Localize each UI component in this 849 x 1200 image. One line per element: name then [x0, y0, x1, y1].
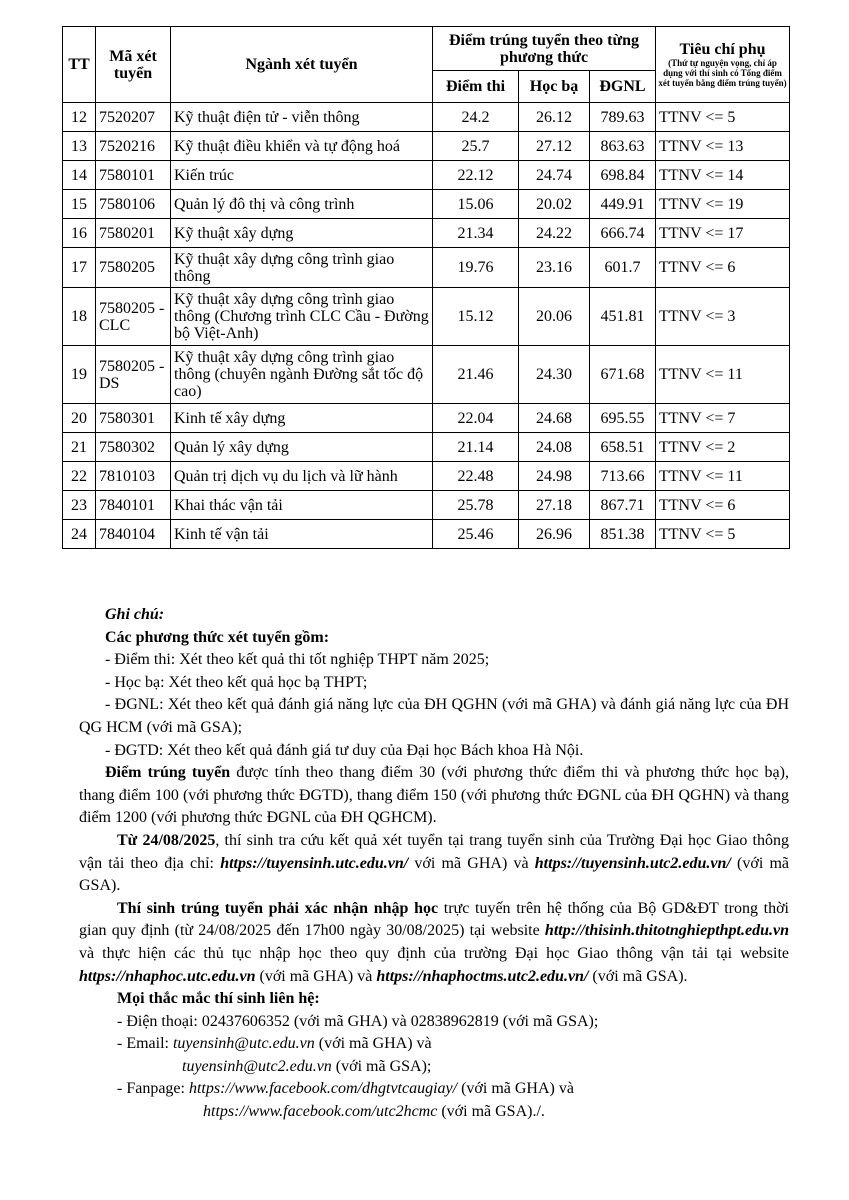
row-code: 7520207	[96, 103, 171, 132]
row-transcript-score: 23.16	[519, 248, 590, 288]
enrollment-bold: Thí sinh trúng tuyển phải xác nhận nhập học	[117, 899, 439, 917]
row-tt: 20	[63, 404, 96, 433]
row-exam-score: 19.76	[433, 248, 519, 288]
score-scale-bold: Điểm trúng tuyển	[105, 764, 231, 782]
email-suffix-2: (với mã GSA);	[331, 1057, 432, 1075]
notes-section	[79, 604, 789, 1124]
row-criteria: TTNV <= 2	[656, 433, 790, 462]
table-row	[63, 404, 790, 433]
contact-fanpage-line-1	[79, 1078, 789, 1101]
row-transcript-score: 24.30	[519, 346, 590, 404]
enrollment-text-1: trực tuyến trên hệ thống của Bộ GD&ĐT trong thời gian quy định (từ 24/08/2025 đến 17h00 ngày 30/08/2025) tại website	[79, 899, 790, 940]
row-code: 7840101	[96, 491, 171, 520]
row-code: 7520216	[96, 132, 171, 161]
lookup-link-utc[interactable]: https://tuyensinh.utc.edu.vn/	[220, 854, 409, 872]
row-criteria: TTNV <= 5	[656, 520, 790, 549]
email-suffix-1: (với mã GHA) và	[314, 1035, 432, 1053]
lookup-paragraph	[79, 830, 789, 898]
method-exam: - Điểm thi: Xét theo kết quả thi tốt nghiệp THPT năm 2025;	[105, 651, 490, 669]
contact-email-line-1	[79, 1033, 789, 1056]
row-transcript-score: 27.12	[519, 132, 590, 161]
row-major: Quản trị dịch vụ du lịch và lữ hành	[171, 462, 433, 491]
row-criteria: TTNV <= 19	[656, 190, 790, 219]
notes-heading: Ghi chú:	[105, 606, 165, 623]
row-code: 7580301	[96, 404, 171, 433]
email-link-utc[interactable]: tuyensinh@utc.edu.vn	[172, 1035, 315, 1053]
row-transcript-score: 24.08	[519, 433, 590, 462]
row-dgnl-score: 867.71	[590, 491, 656, 520]
row-criteria: TTNV <= 11	[656, 346, 790, 404]
row-exam-score: 25.78	[433, 491, 519, 520]
row-major: Quản lý xây dựng	[171, 433, 433, 462]
table-row	[63, 520, 790, 549]
fanpage-suffix-1: (với mã GHA) và	[457, 1080, 574, 1098]
enrollment-link-nhaphoc[interactable]: https://nhaphoc.utc.edu.vn	[79, 967, 256, 985]
row-transcript-score: 26.96	[519, 520, 590, 549]
row-criteria: TTNV <= 13	[656, 132, 790, 161]
row-criteria: TTNV <= 5	[656, 103, 790, 132]
row-exam-score: 21.14	[433, 433, 519, 462]
row-transcript-score: 20.06	[519, 288, 590, 346]
row-criteria: TTNV <= 7	[656, 404, 790, 433]
header-transcript: Học bạ	[519, 71, 590, 103]
row-major: Kinh tế xây dựng	[171, 404, 433, 433]
fanpage-suffix-2: (với mã GSA)./.	[437, 1103, 545, 1121]
row-criteria: TTNV <= 17	[656, 219, 790, 248]
row-transcript-score: 20.02	[519, 190, 590, 219]
row-tt: 22	[63, 462, 96, 491]
header-criteria-title: Tiêu chí phụ	[679, 41, 766, 58]
header-criteria	[656, 27, 790, 103]
row-exam-score: 24.2	[433, 103, 519, 132]
table-row	[63, 248, 790, 288]
table-row	[63, 219, 790, 248]
email-prefix: - Email:	[117, 1035, 173, 1053]
row-criteria: TTNV <= 6	[656, 491, 790, 520]
methods-title: Các phương thức xét tuyển gồm:	[105, 628, 330, 646]
row-criteria: TTNV <= 6	[656, 248, 790, 288]
row-dgnl-score: 671.68	[590, 346, 656, 404]
contact-phone: - Điện thoại: 02437606352 (với mã GHA) và 02838962819 (với mã GSA);	[117, 1012, 599, 1030]
row-transcript-score: 24.68	[519, 404, 590, 433]
row-transcript-score: 24.22	[519, 219, 590, 248]
table-row	[63, 288, 790, 346]
row-dgnl-score: 666.74	[590, 219, 656, 248]
row-major: Quản lý đô thị và công trình	[171, 190, 433, 219]
row-tt: 13	[63, 132, 96, 161]
row-code: 7580201	[96, 219, 171, 248]
row-major: Kỹ thuật xây dựng công trình giao thông	[171, 248, 433, 288]
table-row	[63, 190, 790, 219]
row-major: Kiến trúc	[171, 161, 433, 190]
contact-fanpage-line-2	[79, 1101, 789, 1124]
row-tt: 21	[63, 433, 96, 462]
row-transcript-score: 27.18	[519, 491, 590, 520]
method-dgtd: - ĐGTD: Xét theo kết quả đánh giá tư duy của Đại học Bách khoa Hà Nội.	[105, 741, 584, 759]
fanpage-link-utc2[interactable]: https://www.facebook.com/utc2hcmc	[203, 1103, 438, 1121]
table-row	[63, 346, 790, 404]
enrollment-link-nhaphoctms[interactable]: https://nhaphoctms.utc2.edu.vn/	[376, 967, 589, 985]
enrollment-text-3: (với mã GHA) và	[255, 967, 377, 985]
row-transcript-score: 26.12	[519, 103, 590, 132]
fanpage-prefix: - Fanpage:	[117, 1080, 189, 1098]
row-code: 7580302	[96, 433, 171, 462]
row-tt: 24	[63, 520, 96, 549]
row-major: Kỹ thuật điều khiển và tự động hoá	[171, 132, 433, 161]
enrollment-link-thisinh[interactable]: http://thisinh.thitotnghiepthpt.edu.vn	[544, 922, 789, 940]
row-major: Kinh tế vận tải	[171, 520, 433, 549]
score-scale-text: được tính theo thang điểm 30 (với phương thức điểm thi và phương thức học bạ), thang điểm 100 (với phương thức ĐGTD), thang điểm 150 (với phương thức ĐGNL của ĐH QGHN) và thang điểm 1200 (với phương thức ĐGNL của ĐH QGHCM).	[79, 764, 789, 827]
contact-email-line-2	[79, 1056, 789, 1079]
row-criteria: TTNV <= 14	[656, 161, 790, 190]
table-body	[63, 103, 790, 549]
table-row	[63, 433, 790, 462]
row-tt: 15	[63, 190, 96, 219]
row-exam-score: 22.48	[433, 462, 519, 491]
row-major: Khai thác vận tải	[171, 491, 433, 520]
fanpage-link-utc[interactable]: https://www.facebook.com/dhgtvtcaugiay/	[188, 1080, 458, 1098]
row-tt: 18	[63, 288, 96, 346]
header-code: Mã xét tuyển	[96, 27, 171, 103]
row-dgnl-score: 698.84	[590, 161, 656, 190]
row-dgnl-score: 713.66	[590, 462, 656, 491]
lookup-text-1: , thí sinh tra cứu kết quả xét tuyển tại trang tuyển sinh của Trường Đại học Giao thông vận tải theo địa chỉ:	[79, 831, 790, 872]
lookup-link-utc2[interactable]: https://tuyensinh.utc2.edu.vn/	[534, 854, 731, 872]
header-scores-group: Điểm trúng tuyển theo từng phương thức	[433, 27, 656, 71]
score-scale-paragraph	[79, 762, 789, 830]
admission-score-table	[62, 26, 790, 549]
row-exam-score: 21.46	[433, 346, 519, 404]
table-row	[63, 462, 790, 491]
row-major: Kỹ thuật xây dựng công trình giao thông (Chương trình CLC Cầu - Đường bộ Việt-Anh)	[171, 288, 433, 346]
row-code: 7810103	[96, 462, 171, 491]
row-exam-score: 15.12	[433, 288, 519, 346]
row-major: Kỹ thuật điện tử - viễn thông	[171, 103, 433, 132]
row-code: 7580205 -DS	[96, 346, 171, 404]
table-row	[63, 103, 790, 132]
row-exam-score: 21.34	[433, 219, 519, 248]
row-exam-score: 25.46	[433, 520, 519, 549]
row-code: 7840104	[96, 520, 171, 549]
row-dgnl-score: 863.63	[590, 132, 656, 161]
row-transcript-score: 24.98	[519, 462, 590, 491]
row-code: 7580205 -CLC	[96, 288, 171, 346]
row-criteria: TTNV <= 11	[656, 462, 790, 491]
row-major: Kỹ thuật xây dựng	[171, 219, 433, 248]
enrollment-text-2: và thực hiện các thủ tục nhập học theo quy định của trường Đại học Giao thông vận tải tại website	[79, 944, 789, 962]
method-dgnl: - ĐGNL: Xét theo kết quả đánh giá năng lực của ĐH QGHN (với mã GHA) và đánh giá năng lực của ĐH QG HCM (với mã GSA);	[79, 696, 789, 736]
enrollment-text-4: (với mã GSA).	[588, 967, 688, 985]
row-tt: 14	[63, 161, 96, 190]
row-tt: 23	[63, 491, 96, 520]
header-exam: Điểm thi	[433, 71, 519, 103]
row-dgnl-score: 789.63	[590, 103, 656, 132]
lookup-text-3: (với mã GSA).	[79, 854, 790, 895]
lookup-text-2: với mã GHA) và	[408, 854, 535, 872]
row-dgnl-score: 601.7	[590, 248, 656, 288]
row-dgnl-score: 658.51	[590, 433, 656, 462]
row-code: 7580101	[96, 161, 171, 190]
row-tt: 16	[63, 219, 96, 248]
email-link-utc2[interactable]: tuyensinh@utc2.edu.vn	[182, 1057, 332, 1075]
row-tt: 17	[63, 248, 96, 288]
row-exam-score: 15.06	[433, 190, 519, 219]
row-tt: 19	[63, 346, 96, 404]
contact-title: Mọi thắc mắc thí sinh liên hệ:	[117, 990, 320, 1008]
table-row	[63, 161, 790, 190]
row-dgnl-score: 695.55	[590, 404, 656, 433]
row-exam-score: 22.04	[433, 404, 519, 433]
row-exam-score: 22.12	[433, 161, 519, 190]
header-major: Ngành xét tuyển	[171, 27, 433, 103]
row-exam-score: 25.7	[433, 132, 519, 161]
row-dgnl-score: 449.91	[590, 190, 656, 219]
header-tt: TT	[63, 27, 96, 103]
table-row	[63, 491, 790, 520]
table-row	[63, 132, 790, 161]
enrollment-paragraph	[79, 898, 789, 988]
row-transcript-score: 24.74	[519, 161, 590, 190]
header-dgnl: ĐGNL	[590, 71, 656, 103]
row-dgnl-score: 451.81	[590, 288, 656, 346]
row-code: 7580106	[96, 190, 171, 219]
row-tt: 12	[63, 103, 96, 132]
header-criteria-note: (Thứ tự nguyện vọng, chỉ áp dụng với thí sinh có Tổng điểm xét tuyển bằng điểm trúng tuyển)	[658, 58, 787, 88]
method-transcript: - Học bạ: Xét theo kết quả học bạ THPT;	[105, 673, 368, 691]
row-code: 7580205	[96, 248, 171, 288]
row-dgnl-score: 851.38	[590, 520, 656, 549]
lookup-date: Từ 24/08/2025	[117, 831, 216, 849]
row-major: Kỹ thuật xây dựng công trình giao thông (chuyên ngành Đường sắt tốc độ cao)	[171, 346, 433, 404]
row-criteria: TTNV <= 3	[656, 288, 790, 346]
